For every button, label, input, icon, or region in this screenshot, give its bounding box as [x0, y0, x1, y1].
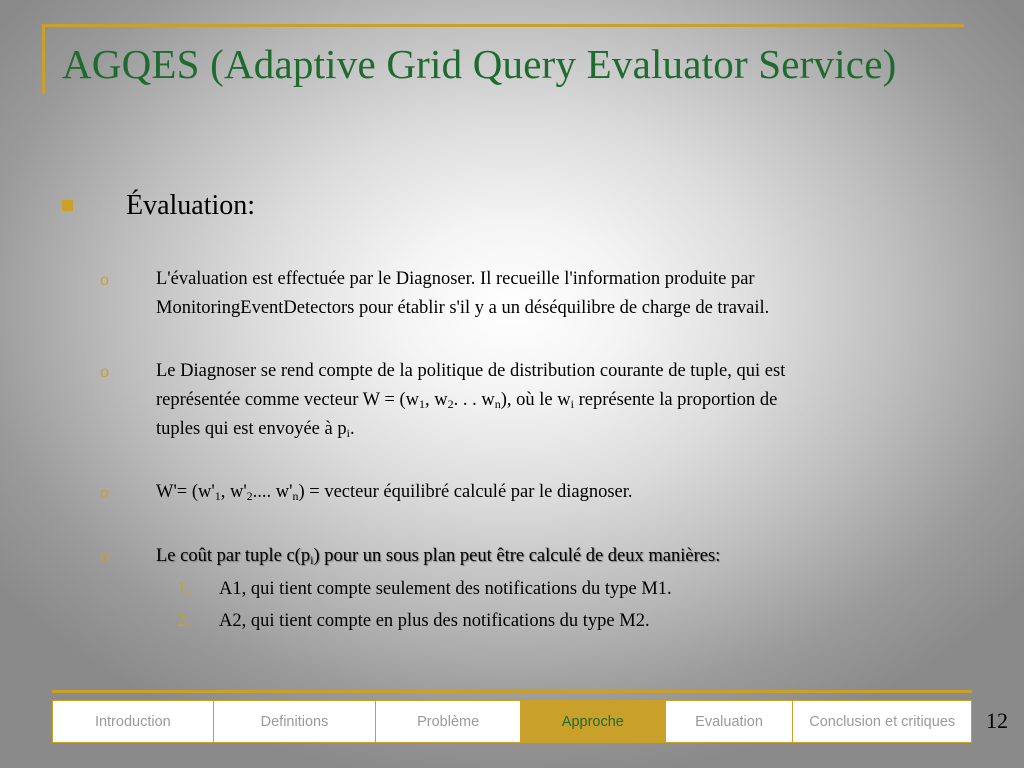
footer-navigation — [52, 700, 972, 743]
numbered-item-text: A1, qui tient compte seulement des notifications du type M1. — [219, 579, 672, 599]
title-left-rule — [42, 24, 45, 94]
item-text-line: tuples qui est envoyée à $p_i$. — [156, 419, 355, 440]
item-number: 1. — [177, 579, 191, 599]
square-bullet-icon — [62, 200, 73, 211]
circle-bullet-icon: o — [100, 546, 109, 566]
page-number: 12 — [986, 708, 1008, 733]
circle-bullet-icon: o — [100, 482, 109, 502]
footer-rule — [52, 690, 972, 693]
nav-tab-definitions[interactable]: Definitions — [214, 701, 377, 742]
slide-title: AGQES (Adaptive Grid Query Evaluator Service) — [62, 41, 897, 87]
numbered-item-text: A2, qui tient compte en plus des notifications du type M2. — [219, 611, 650, 631]
nav-tab-evaluation[interactable]: Evaluation — [666, 701, 794, 742]
title-top-rule — [42, 24, 964, 27]
item-text-line: $W'= (w'_1$, $w'_2$.... $w'_n$) = vecteur équilibré calculé par le diagnoser. — [156, 482, 633, 503]
item-text-line: L'évaluation est effectuée par le Diagnoser. Il recueille l'information produite par — [156, 269, 755, 289]
nav-tab-probleme[interactable]: Problème — [376, 701, 521, 742]
nav-tab-approche[interactable]: Approche — [521, 701, 666, 742]
item-number: 2. — [177, 611, 191, 631]
item-text-line: Le Diagnoser se rend compte de la politique de distribution courante de tuple, qui est — [156, 361, 786, 381]
circle-bullet-icon: o — [100, 361, 109, 381]
item-text-line: MonitoringEventDetectors pour établir s'il y a un déséquilibre de charge de travail. — [156, 298, 770, 318]
item-text-line: représentée comme vecteur $W = (w_1$, $w_2$. . . $w_n$), où le $w_i$ représente la proportion de — [156, 390, 778, 411]
item-text-line: Le coût par tuple $c(p_i)$ pour un sous plan peut être calculé de deux manières: — [156, 546, 721, 567]
nav-tab-introduction[interactable]: Introduction — [53, 701, 214, 742]
main-bullet-text: Évaluation: — [126, 190, 256, 221]
nav-tab-conclusion[interactable]: Conclusion et critiques — [793, 701, 971, 742]
circle-bullet-icon: o — [100, 269, 109, 289]
main-bullet — [62, 190, 256, 221]
